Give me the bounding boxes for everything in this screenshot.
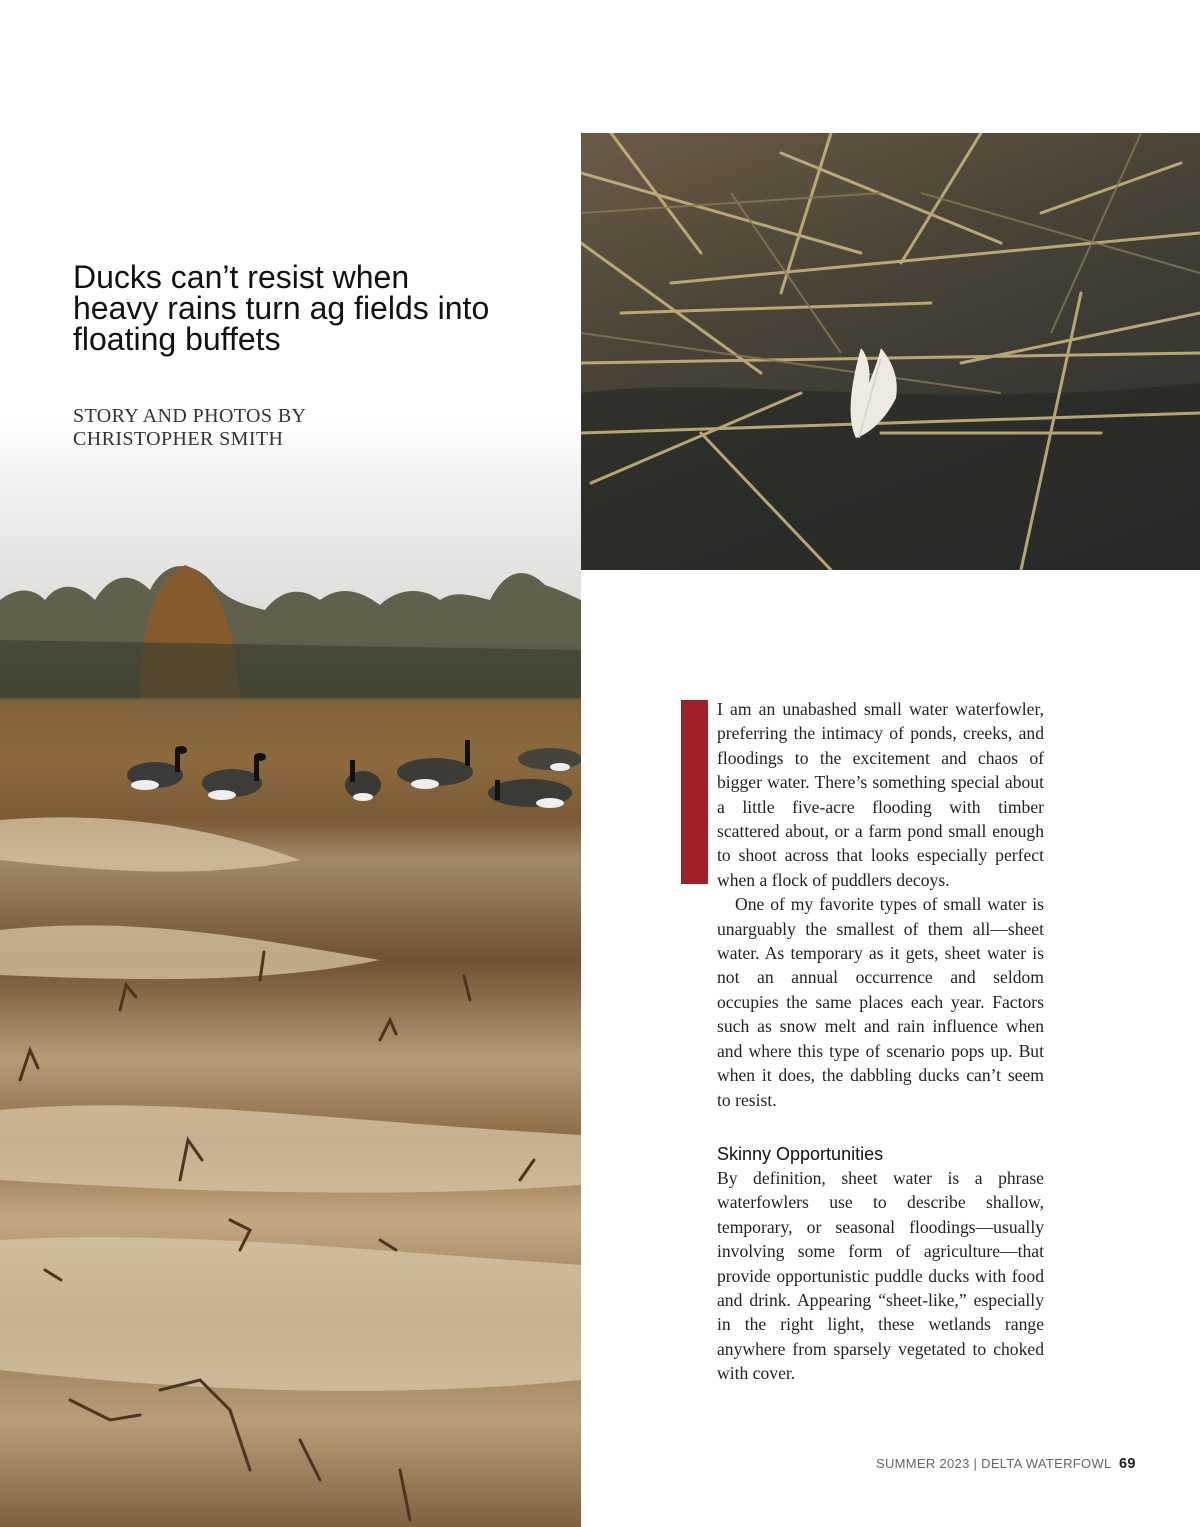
flooded-field-photo bbox=[0, 0, 581, 1527]
body-paragraph-2: One of my favorite types of small water is unarguably the smallest of them all—sheet water. As temporary as it gets, sheet water is not an annual occurrence and seldom occupies the same places each year. Factors such as snow melt and rain influence when and where this type of scenario pops up. But when it does, the dabbling ducks can’t seem to resist. bbox=[717, 894, 1044, 1110]
article-headline: Ducks can’t resist when heavy rains turn ag fields into floating buffets bbox=[73, 259, 490, 357]
field-photo-art bbox=[0, 0, 581, 1527]
ice-surface bbox=[581, 383, 1200, 570]
crop-field-strip bbox=[0, 698, 581, 758]
corn-stubble bbox=[20, 952, 534, 1520]
folio-publication: DELTA WATERFOWL bbox=[981, 1456, 1112, 1471]
byline-credit: STORY AND PHOTOS BY bbox=[73, 405, 307, 427]
reed-photo-art bbox=[581, 133, 1200, 570]
folio-issue: SUMMER 2023 bbox=[876, 1456, 970, 1471]
body-paragraph-1: I am an unabashed small water waterfowler, preferring the intimacy of ponds, creeks, and floodings to the excitement and chaos of bigger water. There’s something special about a little five-acre flooding with timber scattered about, or a farm pond small enough to shoot across that looks especially perfect when a flock of puddlers decoys. bbox=[717, 699, 1044, 890]
sheet-water bbox=[0, 817, 581, 1391]
drop-cap-bar bbox=[681, 700, 708, 884]
tree-line bbox=[0, 565, 581, 700]
byline-author: CHRISTOPHER SMITH bbox=[73, 428, 284, 450]
article-body bbox=[717, 697, 1044, 1386]
article-byline bbox=[73, 405, 473, 451]
reeds-feather-photo bbox=[581, 133, 1200, 570]
page-number: 69 bbox=[1119, 1456, 1136, 1472]
section-subhead: Skinny Opportunities bbox=[717, 1143, 884, 1164]
folio-separator: | bbox=[973, 1456, 978, 1471]
body-paragraph-3: By definition, sheet water is a phrase waterfowlers use to describe shallow, temporary, or seasonal floodings—usually involving some form of agriculture—that provide opportunistic puddle ducks with food and drink. Appearing “sheet-like,” especially in the right light, these wetlands range anywhere from sparsely vegetated to choked with cover. bbox=[717, 1167, 1044, 1384]
page-folio bbox=[876, 1456, 1136, 1472]
